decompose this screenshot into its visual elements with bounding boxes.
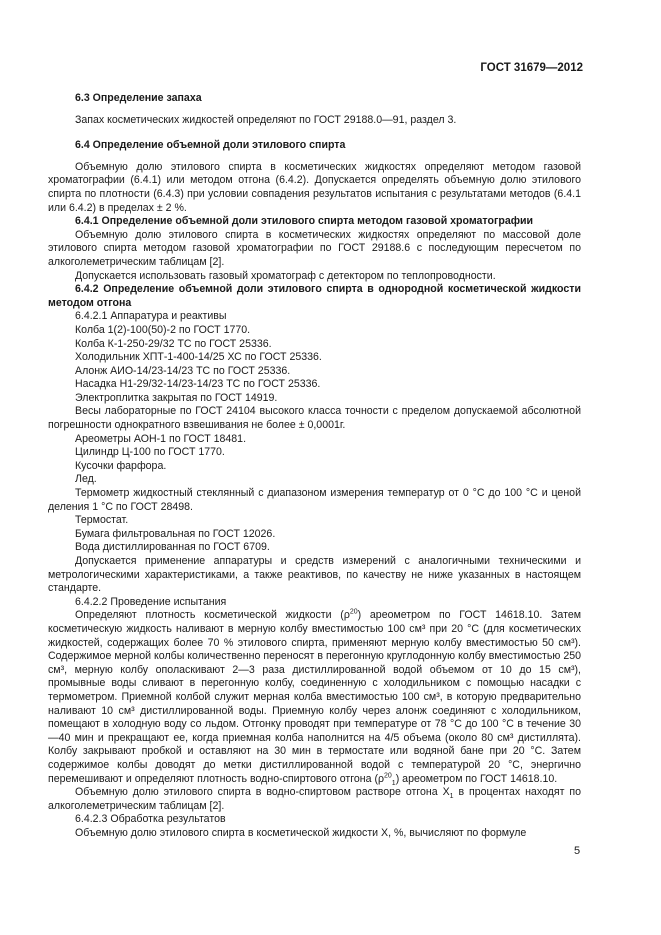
equipment-item: Бумага фильтровальная по ГОСТ 12026. [75, 527, 276, 540]
distillate-density-subscript: 1 [391, 779, 396, 787]
substitution-paragraph: Допускается применение аппаратуры и средств измерений с аналогичными техническими и метрологическими характеристиками, а также реактивов, по качеству не ниже указанных в настоящем стандарте. [48, 555, 581, 595]
section-6-4-2-1-title: 6.4.2.1 Аппаратура и реактивы [75, 310, 227, 323]
formula-intro-paragraph: Объемную долю этилового спирта в косметической жидкости X, %, вычисляют по формуле [75, 826, 527, 839]
equipment-item: Термостат. [75, 514, 129, 527]
section-6-4-1-text: Объемную долю этилового спирта в косметических жидкостях определяют по массовой доле этилового спирта методом газовой хроматографии по ГОСТ 29188.6 с последующим пересчетом по алкоголеметрическим таблицам [2]. [48, 228, 581, 268]
section-6-3-title: 6.3 Определение запаха [75, 92, 202, 104]
section-6-4-title: 6.4 Определение объемной доли этилового спирта [75, 139, 346, 152]
volume-text-b: в процентах находят по алкоголеметрическим таблицам [2]. [48, 786, 581, 812]
distillate-density-superscript: 20 [384, 771, 392, 779]
procedure-text-a: Определяют плотность косметической жидкости (ρ [75, 609, 350, 622]
scales-paragraph: Весы лабораторные по ГОСТ 24104 высокого класса точности с пределом допускаемой абсолютной погрешности однократного взвешивания не более ± 0,0001г. [48, 405, 581, 432]
procedure-text-c: ) ареометром по ГОСТ 14618.10. [395, 772, 558, 785]
equipment-item: Ареометры АОН-1 по ГОСТ 18481. [75, 432, 247, 445]
section-6-4-1-title: 6.4.1 Определение объемной доли этилового спирта методом газовой хроматографии [75, 215, 534, 228]
document-body [48, 92, 581, 840]
section-6-4-1-note: Допускается использовать газовый хроматограф с детектором по теплопроводности. [75, 269, 496, 282]
equipment-item: Электроплитка закрытая по ГОСТ 14919. [75, 391, 278, 404]
equipment-item: Колба К-1-250-29/32 ТС по ГОСТ 25336. [75, 337, 272, 350]
thermometer-paragraph: Термометр жидкостный стеклянный с диапазоном измерения температур от 0 °С до 100 °С и ценой деления 1 °С по ГОСТ 28498. [48, 487, 581, 513]
equipment-item: Алонж АИО-14/23-14/23 ТС по ГОСТ 25336. [75, 364, 291, 377]
equipment-item: Насадка Н1-29/32-14/23-14/23 ТС по ГОСТ 25336. [75, 378, 321, 391]
procedure-text-b: ) ареометром по ГОСТ 14618.10. Затем косметическую жидкость наливают в мерную колбу вместимостью 100 см³ при 20 °С (для косметических жидкостей, содержащих более 70 % этилового спирта, применяют мерную колбу вместимостью 50 см³). Содержимое мерной колбы количественно переносят в перегонную круглодонную колбу вместимостью 250 см³, мерную колбу ополаскивают 2—3 раза дистиллированной водой объемом от 10 до 15 см³), промывные воды сливают в перегонную колбу, соединенную с холодильником с помощью насадки с термометром. Приемной колбой служит мерная колба вместимостью 100 см³, в которую предварительно наливают 10 см³ дистиллированной воды. Приемную колбу через алонж соединяют с холодильником, помещают в холодную воду со льдом. Отгонку проводят при температуре от 78 °С до 100 °С в течение 30—40 мин и прекращают ее, когда приемная колба наполнится на 4/5 объема (около 80 см³ дистиллята). Колбу закрывают пробкой и оставляют на 30 мин в термостате или водяной бане при 20 °С. Затем содержимое колбы доводят до метки дистиллированной водой с температурой 20 °С, энергично перемешивают и определяют плотность водно-спиртового отгона (ρ [48, 609, 581, 785]
equipment-item: Холодильник ХПТ-1-400-14/25 ХС по ГОСТ 25336. [75, 351, 322, 364]
page-number: 5 [574, 845, 581, 857]
section-6-4-2-title: 6.4.2 Определение объемной доли этилового спирта в однородной косметической жидкости методом отгона [48, 283, 581, 309]
equipment-item: Лед. [75, 473, 97, 486]
volume-text-a: Объемную долю этилового спирта в водно-спиртовом растворе отгона X [75, 786, 450, 799]
section-6-4-2-2-title: 6.4.2.2 Проведение испытания [75, 595, 227, 608]
density-superscript: 20 [349, 608, 358, 616]
equipment-item: Кусочки фарфора. [75, 459, 167, 472]
volume-fraction-paragraph [48, 786, 581, 813]
section-6-4-text: Объемную долю этилового спирта в косметических жидкостях определяют методом газовой хроматографии (6.4.1) или методом отгона (6.4.2). Допускается определять объемную долю этилового спирта по плотности (6.4.3) при условии совпадения результатов испытания с результатами методов (6.4.1 или 6.4.2) в пределах ± 2 %. [48, 160, 581, 214]
standard-header: ГОСТ 31679—2012 [480, 62, 583, 74]
equipment-item: Колба 1(2)-100(50)-2 по ГОСТ 1770. [75, 323, 251, 336]
section-6-3-text: Запах косметических жидкостей определяют по ГОСТ 29188.0—91, раздел 3. [75, 113, 457, 126]
equipment-item: Вода дистиллированная по ГОСТ 6709. [75, 541, 270, 554]
x1-subscript: 1 [449, 793, 454, 801]
procedure-paragraph [48, 609, 581, 786]
equipment-item: Цилиндр Ц-100 по ГОСТ 1770. [75, 446, 225, 459]
section-6-4-2-3-title: 6.4.2.3 Обработка результатов [75, 813, 226, 826]
